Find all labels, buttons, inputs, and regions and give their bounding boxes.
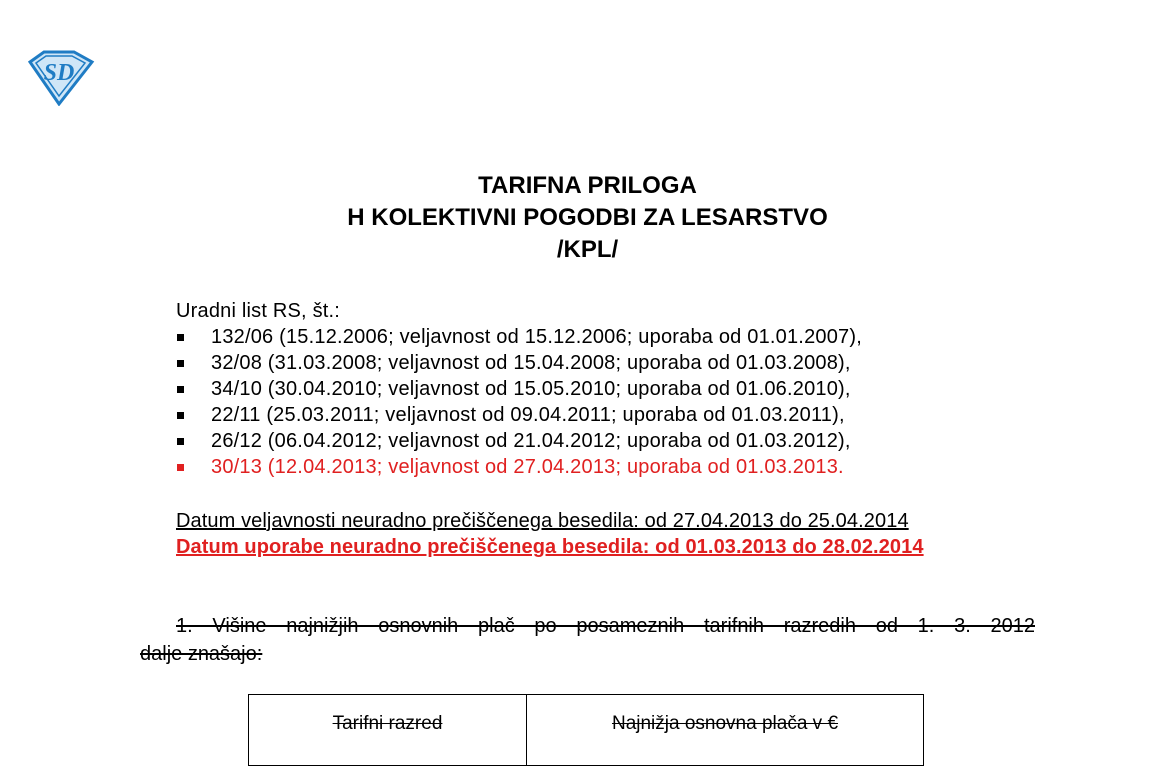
square-bullet-icon xyxy=(177,360,184,367)
document-title xyxy=(0,170,1157,266)
square-bullet-icon xyxy=(177,386,184,393)
logo-text: SD xyxy=(43,60,75,86)
square-bullet-icon xyxy=(177,412,184,419)
square-bullet-icon xyxy=(177,334,184,341)
salary-table xyxy=(248,694,924,766)
square-bullet-icon xyxy=(177,438,184,445)
usage-date: Datum uporabe neuradno prečiščenega besedila: od 01.03.2013 do 28.02.2014 xyxy=(176,536,924,558)
validity-date: Datum veljavnosti neuradno prečiščenega besedila: od 27.04.2013 do 25.04.2014 xyxy=(176,510,909,532)
title-line-2: H KOLEKTIVNI POGODBI ZA LESARSTVO xyxy=(347,204,828,231)
references-intro: Uradni list RS, št.: xyxy=(176,300,341,322)
references-list xyxy=(176,324,862,480)
reference-item: 22/11 (25.03.2011; veljavnost od 09.04.2011; uporaba od 01.03.2011), xyxy=(176,402,862,428)
square-bullet-icon xyxy=(177,464,184,471)
table-header-minimum-salary: Najnižja osnovna plača v € xyxy=(611,713,839,734)
reference-item: 132/06 (15.12.2006; veljavnost od 15.12.2006; uporaba od 01.01.2007), xyxy=(176,324,862,350)
reference-item-latest: 30/13 (12.04.2013; veljavnost od 27.04.2013; uporaba od 01.03.2013. xyxy=(176,454,862,480)
title-line-3: /KPL/ xyxy=(556,236,619,263)
official-gazette-references xyxy=(176,298,862,480)
reference-item: 34/10 (30.04.2010; veljavnost od 15.05.2010; uporaba od 01.06.2010), xyxy=(176,376,862,402)
title-line-1: TARIFNA PRILOGA xyxy=(478,172,697,199)
reference-item: 26/12 (06.04.2012; veljavnost od 21.04.2012; uporaba od 01.03.2012), xyxy=(176,428,862,454)
paragraph-line-1: 1. Višine najnižjih osnovnih plač po posameznih tarifnih razredih od 1. 3. 2012 xyxy=(176,615,1035,637)
reference-item: 32/08 (31.03.2008; veljavnost od 15.04.2008; uporaba od 01.03.2008), xyxy=(176,350,862,376)
union-logo xyxy=(22,48,96,106)
text-dates xyxy=(176,508,924,560)
struck-paragraph xyxy=(140,612,1035,668)
table-header-tariff-class: Tarifni razred xyxy=(249,695,527,765)
paragraph-line-2: dalje znašajo: xyxy=(140,643,263,665)
